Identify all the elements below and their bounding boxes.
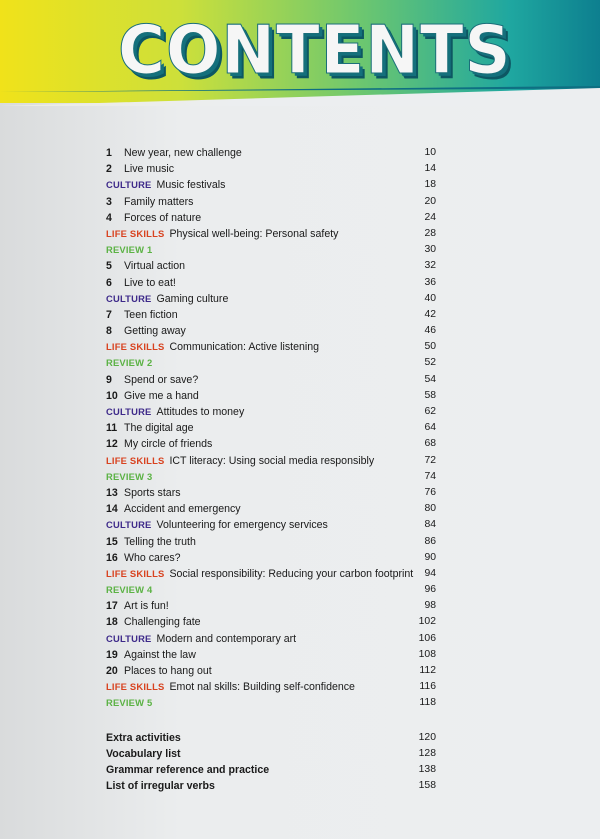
page-number: 90 (424, 551, 436, 563)
entry-title: Virtual action (124, 260, 186, 273)
toc-entry[interactable] (106, 695, 436, 711)
entry-title: Volunteering for emergency services (156, 519, 328, 532)
entry-title: Physical well-being: Personal safety (169, 227, 339, 240)
toc-entry[interactable] (106, 436, 436, 452)
unit-number: 11 (106, 422, 118, 435)
toc-entry[interactable] (106, 647, 436, 663)
life-tag: LIFE SKILLS (106, 681, 165, 693)
page-number: 68 (424, 438, 436, 450)
toc-entry[interactable] (106, 582, 436, 598)
page-number: 84 (424, 519, 436, 531)
toc-entry[interactable] (106, 485, 436, 501)
unit-number: 15 (106, 535, 118, 548)
entry-title: Modern and contemporary art (156, 632, 297, 645)
page-number: 10 (424, 147, 436, 158)
unit-number: 4 (106, 211, 112, 224)
review-tag: REVIEW 4 (106, 584, 153, 596)
toc-entry[interactable] (106, 679, 436, 695)
unit-number: 9 (106, 373, 112, 386)
unit-number: 19 (106, 648, 118, 661)
extra-entry[interactable] (106, 762, 436, 778)
unit-number: 16 (106, 551, 118, 564)
entry-title: Telling the truth (124, 535, 196, 548)
toc-entry[interactable] (106, 469, 436, 485)
page-title: CONTENTS (118, 12, 512, 90)
culture-tag: CULTURE (106, 406, 152, 417)
entry-title: Live to eat! (124, 276, 176, 289)
page-number: 50 (424, 341, 436, 353)
page-number: 116 (419, 681, 436, 693)
unit-number: 14 (106, 503, 118, 516)
page-number: 128 (418, 747, 436, 759)
toc-entry[interactable] (106, 566, 436, 582)
unit-number: 7 (106, 308, 112, 321)
toc-entry[interactable] (106, 534, 436, 550)
review-tag: REVIEW 3 (106, 470, 153, 482)
toc-entry[interactable] (106, 598, 436, 614)
review-tag: REVIEW 2 (106, 357, 153, 369)
page-number: 108 (418, 648, 436, 660)
culture-tag: CULTURE (106, 292, 152, 304)
page-number: 86 (424, 535, 436, 547)
entry-title: Art is fun! (124, 600, 169, 613)
toc-entry[interactable] (106, 161, 436, 177)
extra-entry[interactable] (106, 746, 436, 762)
toc-entry[interactable] (106, 194, 436, 210)
entry-title: Against the law (124, 648, 196, 661)
entry-title: Forces of nature (124, 211, 202, 224)
unit-number: 5 (106, 260, 112, 273)
entry-title: Music festivals (156, 179, 226, 192)
toc-entry[interactable] (106, 275, 436, 291)
page-number: 40 (424, 292, 436, 304)
page-number: 42 (424, 308, 436, 320)
entry-title: Family matters (124, 195, 194, 208)
page-number: 112 (419, 665, 436, 676)
page-number: 98 (424, 600, 436, 612)
toc-entry[interactable] (106, 307, 436, 323)
page-number: 62 (424, 406, 436, 417)
extra-entry[interactable] (106, 778, 436, 794)
toc-entry[interactable] (106, 242, 436, 258)
page-number: 32 (424, 260, 436, 272)
entry-title: My circle of friends (124, 438, 213, 451)
entry-title: Communication: Active listening (169, 341, 320, 354)
page-number: 76 (424, 486, 436, 498)
toc-entry[interactable] (106, 145, 436, 161)
entry-title: Who cares? (124, 551, 181, 564)
toc-entry[interactable] (106, 614, 436, 630)
unit-number: 3 (106, 195, 112, 208)
toc-entry[interactable] (106, 177, 436, 193)
toc-entry[interactable] (106, 388, 436, 404)
page-number: 30 (424, 244, 436, 256)
unit-number: 10 (106, 389, 118, 402)
entry-title: Getting away (124, 325, 186, 338)
toc-entry[interactable] (106, 420, 436, 436)
entry-title: Give me a hand (124, 389, 199, 402)
page-number: 94 (424, 567, 436, 579)
toc-entry[interactable] (106, 550, 436, 566)
toc-entry[interactable] (106, 663, 436, 679)
unit-number: 6 (106, 276, 112, 289)
entry-title: Vocabulary list (106, 747, 181, 760)
section-gap (106, 712, 436, 730)
page-number: 120 (418, 731, 436, 743)
culture-tag: CULTURE (106, 632, 152, 644)
table-of-contents (106, 145, 436, 794)
toc-entry[interactable] (106, 404, 436, 420)
page-number: 138 (418, 763, 436, 775)
unit-number: 2 (106, 163, 112, 176)
entry-title: List of irregular verbs (106, 780, 215, 793)
entry-title: Extra activities (106, 731, 181, 744)
entry-title: Places to hang out (124, 665, 212, 677)
toc-entry[interactable] (106, 323, 436, 339)
page-number: 46 (424, 325, 436, 337)
toc-entry[interactable] (106, 372, 436, 388)
page-number: 58 (424, 389, 436, 401)
page-number: 72 (424, 454, 436, 466)
page-number: 52 (424, 357, 436, 369)
page-number: 102 (418, 616, 436, 628)
entry-title: Attitudes to money (156, 406, 245, 418)
unit-number: 8 (106, 325, 112, 338)
page-number: 14 (424, 163, 436, 175)
page-number: 106 (418, 632, 436, 644)
page-number: 28 (424, 227, 436, 239)
entry-title: Sports stars (124, 486, 181, 499)
unit-number: 18 (106, 616, 118, 629)
life-tag: LIFE SKILLS (106, 341, 165, 353)
toc-entry[interactable] (106, 517, 436, 533)
culture-tag: CULTURE (106, 179, 152, 191)
review-tag: REVIEW 5 (106, 697, 153, 709)
unit-number: 17 (106, 600, 118, 613)
unit-number: 12 (106, 438, 118, 451)
toc-entry[interactable] (106, 501, 436, 517)
page-number: 96 (424, 584, 436, 596)
page-number: 74 (424, 470, 436, 482)
entry-title: ICT literacy: Using social media responsibly (169, 454, 375, 467)
page-number: 36 (424, 276, 436, 288)
entry-title: Emot nal skills: Building self-confidence (169, 681, 355, 694)
page-number: 54 (424, 373, 436, 385)
page-number: 18 (424, 179, 436, 191)
review-tag: REVIEW 1 (106, 244, 153, 256)
toc-entry[interactable] (106, 453, 436, 469)
entry-title: Challenging fate (124, 616, 201, 629)
toc-entry[interactable] (106, 291, 436, 307)
page-number: 158 (418, 780, 436, 792)
toc-entry[interactable] (106, 355, 436, 371)
entry-title: Spend or save? (124, 373, 199, 386)
toc-entry[interactable] (106, 631, 436, 647)
extra-entry[interactable] (106, 730, 436, 746)
page-number: 118 (419, 697, 436, 709)
page-number: 24 (424, 211, 436, 223)
entry-title: Gaming culture (156, 292, 229, 305)
entry-title: Grammar reference and practice (106, 763, 270, 776)
toc-entry[interactable] (106, 339, 436, 355)
unit-number: 20 (106, 665, 118, 677)
life-tag: LIFE SKILLS (106, 567, 165, 579)
entry-title: New year, new challenge (124, 147, 242, 159)
unit-number: 13 (106, 486, 118, 499)
toc-entry[interactable] (106, 210, 436, 226)
page-number: 20 (424, 195, 436, 207)
life-tag: LIFE SKILLS (106, 454, 165, 466)
entry-title: The digital age (124, 422, 194, 435)
page-number: 80 (424, 503, 436, 515)
entry-title: Teen fiction (124, 308, 178, 321)
culture-tag: CULTURE (106, 519, 152, 531)
entry-title: Social responsibility: Reducing your carbon footprint (169, 567, 414, 580)
entry-title: Accident and emergency (124, 503, 241, 516)
life-tag: LIFE SKILLS (106, 227, 165, 239)
entry-title: Live music (124, 163, 175, 176)
toc-entry[interactable] (106, 226, 436, 242)
toc-entry[interactable] (106, 258, 436, 274)
unit-number: 1 (106, 147, 112, 159)
page-number: 64 (424, 422, 436, 434)
